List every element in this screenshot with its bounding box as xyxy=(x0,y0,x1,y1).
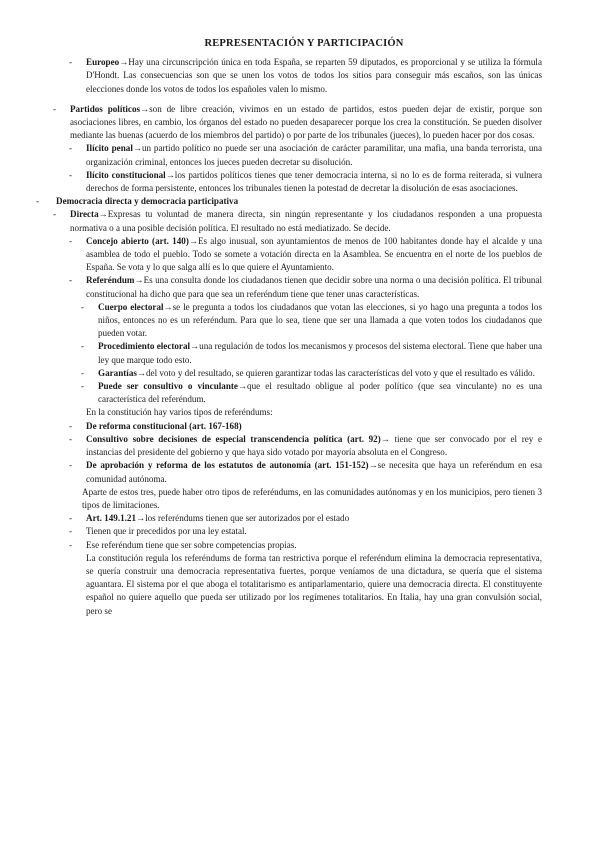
term-consultivo: Puede ser consultivo o vinculante xyxy=(98,381,238,392)
term-referendum: Referéndum xyxy=(86,275,135,286)
text-limitacion-3: Ese referéndum tiene que ser sobre competencias propias. xyxy=(86,539,297,550)
text-concejo: →Es algo inusual, son ayuntamientos de menos de 100 habitantes donde hay el alcalde y una asamblea de todo el pueblo. Todo se somete a votación directa en la Asamblea. Se encuentra en el norte de los pueblos de España. Se vota y lo que salga allí es lo que quiere el Ayuntamiento. xyxy=(86,235,542,273)
bullet-dash: - xyxy=(69,526,73,537)
term-reforma: De reforma constitucional (art. 167-168) xyxy=(86,420,242,431)
term-garantias: Garantías xyxy=(98,367,137,378)
bullet-europeo xyxy=(69,56,542,96)
term-directa: Directa xyxy=(70,209,99,220)
bullet-dash: - xyxy=(53,103,57,114)
text-procedimiento: →una regulación de todos los mecanismos y procesos del sistema electoral. Tiene que haber una ley que marque todo esto. xyxy=(98,341,542,365)
text-ilicito-constitucional: →los partidos políticos tienes que tener democracia interna, si no lo es de forma reiterada, si vulnera derechos de forma persistente, entonces los tribunales tienen la potestad de decretar la disolución de esas asociaciones. xyxy=(86,169,542,194)
term-europeo: Europeo xyxy=(86,57,120,68)
bullet-dash: - xyxy=(69,433,73,444)
text-referendum: →Es una consulta donde los ciudadanos tienen que decidir sobre una norma o una decisión política. El tribunal constitucional ha dicho que para que sea un referéndum tiene que tener unas características. xyxy=(86,275,542,299)
bullet-dash: - xyxy=(81,381,85,392)
bullet-consultivo-especial xyxy=(69,433,542,459)
term-procedimiento: Procedimiento electoral xyxy=(98,341,191,352)
term-ilicito-penal: Ilícito penal xyxy=(86,143,133,154)
text-garantias: →del voto y del resultado, se quieren garantizar todas las características del voto y que el resultado es válido. xyxy=(136,367,535,378)
term-autonomia: De aprobación y reforma de los estatutos de autonomía (art. 151-152) xyxy=(86,460,369,471)
bullet-partidos xyxy=(53,103,543,143)
bullet-ilicito-constitucional xyxy=(69,169,542,195)
bullet-garantias xyxy=(81,367,542,380)
closing-paragraph: La constitución regula los referéndums de forma tan restrictiva porque el referéndum elimina la democracia representativa, se quería construir una democracia representativa fuertes, porque veníamos de una dictadura, se quería que el sistema aguantara. El sistema por el que aboga el totalitarismo es antiparlamentario, quiere una democracia directa. El constituyente español no quiere aquello que pueda ser utilizado por los regímenes totalitarios. En Italia, hay una gran convulsión social, pero se xyxy=(86,552,542,616)
text-consultivo: →que el resultado obligue al poder político (que sea vinculante) no es una característica del referéndum. xyxy=(98,381,542,405)
bullet-dash: - xyxy=(81,301,85,312)
bullet-directa xyxy=(53,208,542,234)
tipos-intro: En la constitución hay varios tipos de referéndums: xyxy=(86,407,273,418)
text-consultivo-especial: → tiene que ser convocado por el rey e instancias del presidente del gobierno y que haya sido votado por mayoría absoluta en el Congreso. xyxy=(86,433,542,458)
bullet-reforma xyxy=(69,420,542,433)
bullet-dash: - xyxy=(69,460,73,471)
page-title: REPRESENTACIÓN Y PARTICIPACIÓN xyxy=(204,38,404,49)
bullet-dash: - xyxy=(69,539,73,550)
term-concejo: Concejo abierto (art. 140) xyxy=(86,235,189,246)
bullet-concejo xyxy=(69,235,542,275)
term-partidos: Partidos políticos xyxy=(70,103,141,114)
text-ilicito-penal: →un partido político no puede ser una asociación de carácter paramilitar, una mafia, una banda terrorista, una organización criminal, entonces los jueces pueden decretar su disolución. xyxy=(86,143,542,167)
bullet-limitacion-1 xyxy=(69,512,542,525)
bullet-referendum xyxy=(69,274,542,300)
text-limitacion-2: Tienen que ir precedidos por una ley estatal. xyxy=(86,526,247,537)
bullet-dash: - xyxy=(69,513,73,524)
bullet-limitacion-3 xyxy=(69,539,542,552)
bullet-limitacion-2 xyxy=(69,525,542,538)
bullet-autonomia xyxy=(69,459,543,485)
text-limitacion-1: →los referéndums tienen que ser autorizados por el estado xyxy=(136,513,350,524)
bullet-consultivo xyxy=(81,380,542,406)
bullet-dash: - xyxy=(69,57,73,68)
term-democracia: Democracia directa y democracia participativa xyxy=(56,196,239,207)
text-partidos: →son de libre creación, vivimos en un estado de partidos, estos pueden dejar de existir, porque son asociaciones libres, en cambio, los órganos del estado no pueden desaparecer porque los crea la constitución. Se pueden disolver mediante las buenas (acuerdo de los miembros del partido) o por parte de los tribunales (jueces), lo pueden hacer por dos cosas. xyxy=(70,103,543,141)
bullet-dash: - xyxy=(53,209,57,220)
otros-intro: Aparte de estos tres, puede haber otro tipos de referéndums, en las comunidades autónomas y en los municipios, pero tienen 3 tipos de limitaciones. xyxy=(82,486,542,510)
bullet-procedimiento xyxy=(81,340,542,366)
term-limitacion-1: Art. 149.1.21 xyxy=(86,513,137,524)
bullet-dash: - xyxy=(69,143,73,154)
bullet-dash: - xyxy=(69,169,73,180)
bullet-dash: - xyxy=(81,341,85,352)
bullet-dash: - xyxy=(69,235,73,246)
text-directa: →Expresas tu voluntad de manera directa, sin ningún representante y los ciudadanos responden a una propuesta normativa o a una posible decisión política. El resultado no está mediatizado. Se decide. xyxy=(70,209,542,233)
bullet-cuerpo-electoral xyxy=(81,301,542,341)
term-consultivo-especial: Consultivo sobre decisiones de especial transcendencia política (art. 92) xyxy=(86,433,381,444)
text-europeo: →Hay una circunscripción única en toda España, se reparten 59 diputados, es proporcional y se utiliza la fórmula D'Hondt. Las consecuencias son que se unen los votos de todos los sitios para conseguir más escaños, son las únicas elecciones donde los votos de todos los españoles valen lo mismo. xyxy=(86,57,542,94)
bullet-dash: - xyxy=(36,196,40,207)
bullet-dash: - xyxy=(69,275,73,286)
bullet-democracia xyxy=(36,195,542,208)
text-cuerpo-electoral: →se le pregunta a todos los ciudadanos que votan las elecciones, si yo hago una pregunta a todos los niños, entonces no es un referéndum. Para que lo sea, tiene que ser una llamada a que voten todos los ciudadanos que pueden votar. xyxy=(98,301,542,339)
bullet-dash: - xyxy=(81,367,85,378)
bullet-ilicito-penal xyxy=(69,142,542,168)
bullet-dash: - xyxy=(69,420,73,431)
term-ilicito-constitucional: Ilícito constitucional xyxy=(86,169,166,180)
text-autonomia: →se necesita que haya un referéndum en esa comunidad autónoma. xyxy=(86,460,543,484)
term-cuerpo-electoral: Cuerpo electoral xyxy=(98,301,164,312)
